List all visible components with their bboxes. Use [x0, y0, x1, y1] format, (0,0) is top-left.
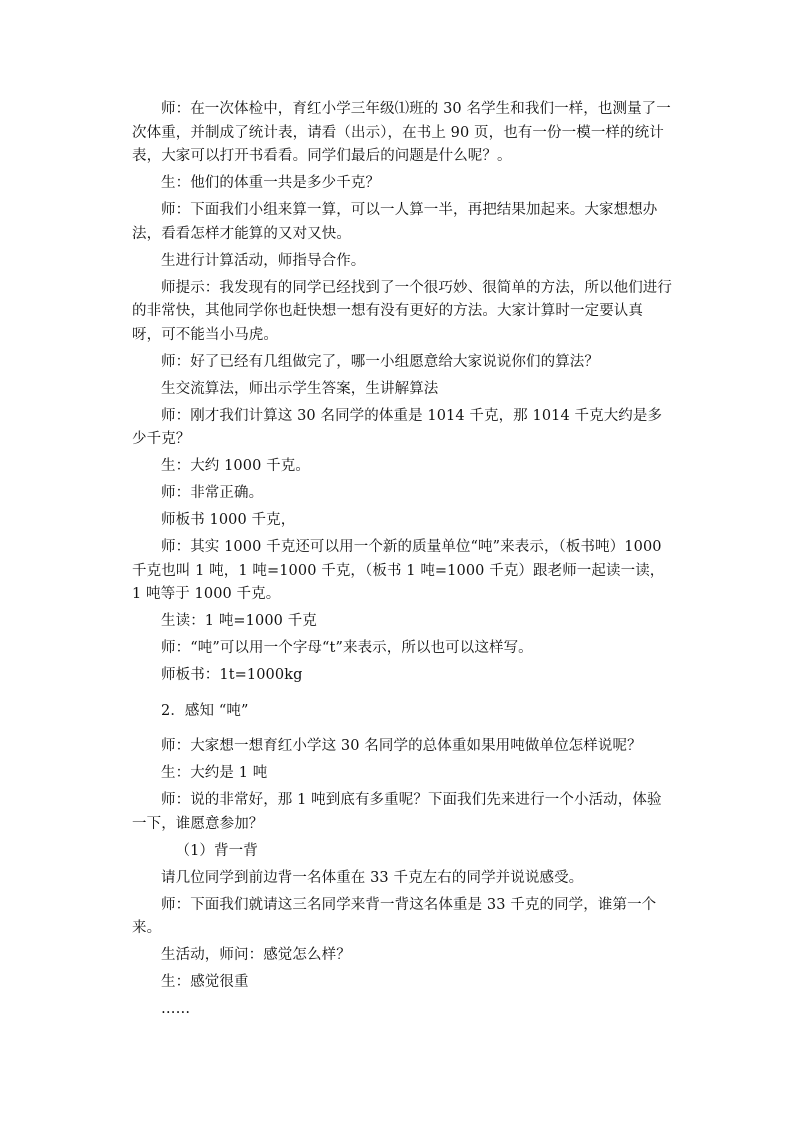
paragraph-15: 师板书：1t=1000kg — [161, 667, 303, 683]
paragraph-4: 生进行计算活动，师指导合作。 — [161, 252, 366, 269]
ellipsis: …… — [161, 1001, 191, 1017]
paragraph-1: 师：在一次体检中，育红小学三年级⑴班的 30 名学生和我们一样，也测量了一次体重，并制成了统计表，请看（出示），在书上 90 页，也有一份一模一样的统计表，大家可以打开书看看。同学们最后的问题是什么呢？。 — [132, 101, 671, 164]
paragraph-8: 师：刚才我们计算这 30 名同学的体重是 1014 千克，那 1014 千克大约是多少千克？ — [132, 407, 663, 447]
paragraph-5: 师提示：我发现有的同学已经找到了一个很巧妙、很简单的方法，所以他们进行的非常快，其他同学你也赶快想一想有没有更好的方法。大家计算时一定要认真呀，可不能当小马虎。 — [132, 279, 672, 343]
paragraph-24: 生：感觉很重 — [161, 974, 249, 990]
paragraph-22: 师：下面我们就请这三名同学来背一背这名体重是 33 千克的同学，谁第一个来。 — [132, 896, 657, 936]
paragraph-7: 生交流算法，师出示学生答案，生讲解算法 — [161, 380, 439, 397]
paragraph-3: 师：下面我们小组来算一算，可以一人算一半，再把结果加起来。大家想想办法，看看怎样才能算的又对又快。 — [132, 202, 658, 242]
paragraph-6: 师：好了已经有几组做完了，哪一小组愿意给大家说说你们的算法？ — [161, 353, 599, 370]
document-body — [132, 98, 672, 1025]
paragraph-14: 师：“吨”可以用一个字母“t”来表示，所以也可以这样写。 — [161, 640, 533, 656]
paragraph-21: 请几位同学到前边背一名体重在 33 千克左右的同学并说说感受。 — [161, 869, 584, 886]
section-heading: 2．感知 “吨” — [161, 702, 249, 719]
paragraph-12: 师：其实 1000 千克还可以用一个新的质量单位“吨”来表示，（板书吨）1000 千克也叫 1 吨，1 吨=1000 千克，（板书 1 吨=1000 千克）跟老师一起读一读，1 吨等于 1000 千克。 — [132, 539, 665, 602]
paragraph-17: 师：大家想一想育红小学这 30 名同学的总体重如果用吨做单位怎样说呢？ — [161, 738, 642, 754]
paragraph-10: 师：非常正确。 — [161, 485, 264, 501]
subheading-carry: （1）背一背 — [175, 842, 258, 859]
paragraph-19: 师：说的非常好，那 1 吨到底有多重呢？下面我们先来进行一个小活动，体验一下，谁愿意参加？ — [132, 792, 662, 832]
paragraph-11: 师板书 1000 千克， — [161, 512, 296, 528]
paragraph-9: 生：大约 1000 千克。 — [161, 458, 310, 474]
paragraph-23: 生活动，师问：感觉怎么样？ — [161, 947, 351, 963]
paragraph-18: 生：大约是 1 吨 — [161, 765, 268, 781]
paragraph-2: 生：他们的体重一共是多少千克？ — [161, 175, 380, 191]
paragraph-13: 生读：1 吨=1000 千克 — [161, 613, 317, 629]
